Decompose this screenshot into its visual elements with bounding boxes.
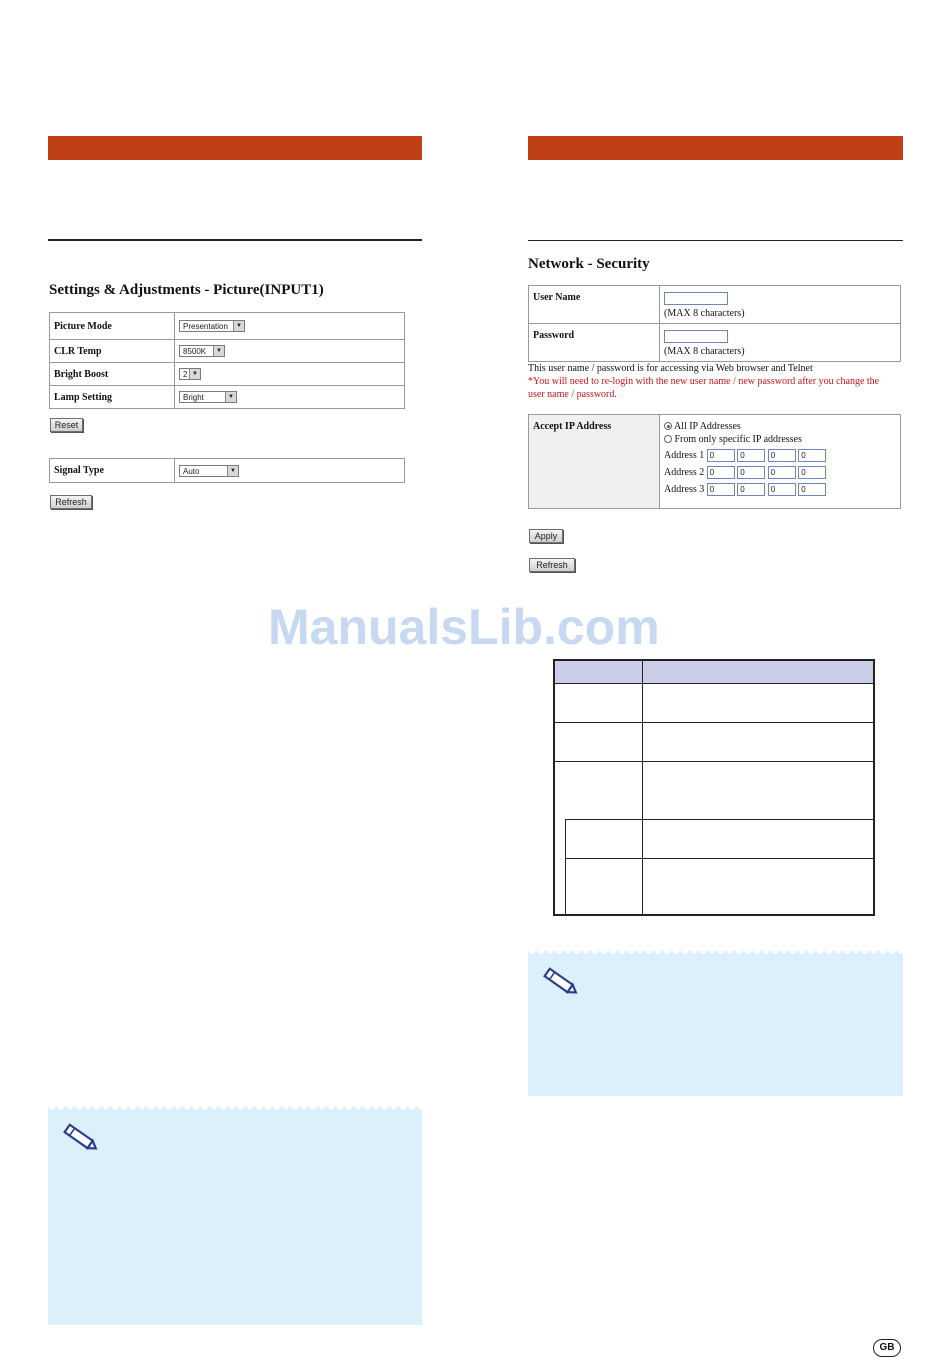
signal-type-select[interactable] [179,465,239,477]
picture-settings-table [49,312,405,409]
apply-button[interactable]: Apply [529,529,563,543]
address-3-octet-3[interactable]: 0 [768,483,796,496]
chevron-down-icon: ▼ [233,321,244,331]
picture-settings-title: Settings & Adjustments - Picture(INPUT1) [49,282,324,298]
address-2-octet-2[interactable]: 0 [737,466,765,479]
user-name-cell [660,286,901,324]
address-2-octet-3[interactable]: 0 [768,466,796,479]
note-dotted-edge [48,1104,422,1112]
address-2-octet-1[interactable]: 0 [707,466,735,479]
signal-type-label: Signal Type [50,459,175,483]
address-3-octet-4[interactable]: 0 [798,483,826,496]
chevron-down-icon: ▼ [213,346,224,356]
address-3-octet-1[interactable]: 0 [707,483,735,496]
password-input[interactable] [664,330,728,343]
signal-type-value: Auto [183,466,200,476]
radio-specific-label: From only specific IP addresses [674,434,802,445]
picture-mode-select[interactable] [179,320,245,332]
pencil-icon [60,1121,100,1155]
right-note-box [528,951,903,1096]
address-1-octet-1[interactable]: 0 [707,449,735,462]
credentials-table [528,285,901,362]
address-row-3 [664,483,896,496]
password-label: Password [529,324,660,362]
radio-all-icon[interactable] [664,422,672,430]
network-security-title: Network - Security [528,256,650,272]
user-name-input[interactable] [664,292,728,305]
password-cell [660,324,901,362]
clr-temp-cell [175,340,405,363]
address-1-octet-2[interactable]: 0 [737,449,765,462]
lamp-setting-value: Bright [183,393,204,402]
chevron-down-icon: ▼ [189,369,200,379]
grid-row-line-1 [555,722,873,723]
clr-temp-value: 8500K [183,347,207,356]
left-note-box [48,1107,422,1325]
bright-boost-cell [175,363,405,386]
user-name-hint: (MAX 8 characters) [664,308,745,319]
right-divider [528,240,903,241]
clr-temp-select[interactable] [179,345,225,357]
picture-mode-value: Presentation [183,322,228,331]
clr-temp-label: CLR Temp [50,340,175,363]
address-2-octet-4[interactable]: 0 [798,466,826,479]
accept-ip-label: Accept IP Address [529,415,660,509]
grid-col-divider [642,661,643,914]
picture-mode-label: Picture Mode [50,313,175,340]
reset-button[interactable]: Reset [50,418,83,432]
grid-row-line-4 [565,858,873,859]
left-divider [48,239,422,241]
language-badge: GB [873,1339,901,1357]
chevron-down-icon: ▼ [227,466,238,476]
signal-type-table [49,458,405,483]
relogin-warning-line2: user name / password. [528,389,617,400]
grid-header-row [555,661,873,684]
chevron-down-icon: ▼ [225,392,236,402]
bright-boost-select[interactable] [179,368,201,380]
left-section-bar [48,136,422,160]
watermark: ManualsLib.com [268,599,660,655]
radio-all-label: All IP Addresses [673,421,741,432]
bright-boost-label: Bright Boost [50,363,175,386]
address-3-label: Address 3 [664,484,705,495]
lamp-setting-cell [175,386,405,409]
note-dotted-edge [528,948,903,956]
bright-boost-value: 2 [183,370,188,379]
picture-mode-cell [175,313,405,340]
accept-ip-table [528,414,901,509]
address-row-1 [664,449,896,462]
user-name-label: User Name [529,286,660,324]
pencil-icon [540,965,580,999]
grid-row-line-2 [555,761,873,762]
grid-sub-indent [565,819,566,914]
radio-specific-row[interactable] [664,433,896,446]
lamp-setting-select[interactable] [179,391,237,403]
address-2-label: Address 2 [664,467,705,478]
address-3-octet-2[interactable]: 0 [737,483,765,496]
description-grid [553,659,875,916]
credentials-info-text: This user name / password is for accessing via Web browser and Telnet [528,363,813,374]
right-refresh-button[interactable]: Refresh [529,558,575,572]
address-1-octet-4[interactable]: 0 [798,449,826,462]
grid-row-line-3 [565,819,873,820]
address-1-octet-3[interactable]: 0 [768,449,796,462]
address-row-2 [664,466,896,479]
right-section-bar [528,136,903,160]
relogin-warning-line1: *You will need to re-login with the new user name / new password after you change the [528,376,880,387]
password-hint: (MAX 8 characters) [664,346,745,357]
radio-specific-icon[interactable] [664,435,672,443]
left-refresh-button[interactable]: Refresh [50,495,92,509]
signal-type-cell [175,459,405,483]
radio-all-row[interactable] [664,420,896,433]
accept-ip-cell [660,415,901,509]
address-1-label: Address 1 [664,450,705,461]
lamp-setting-label: Lamp Setting [50,386,175,409]
